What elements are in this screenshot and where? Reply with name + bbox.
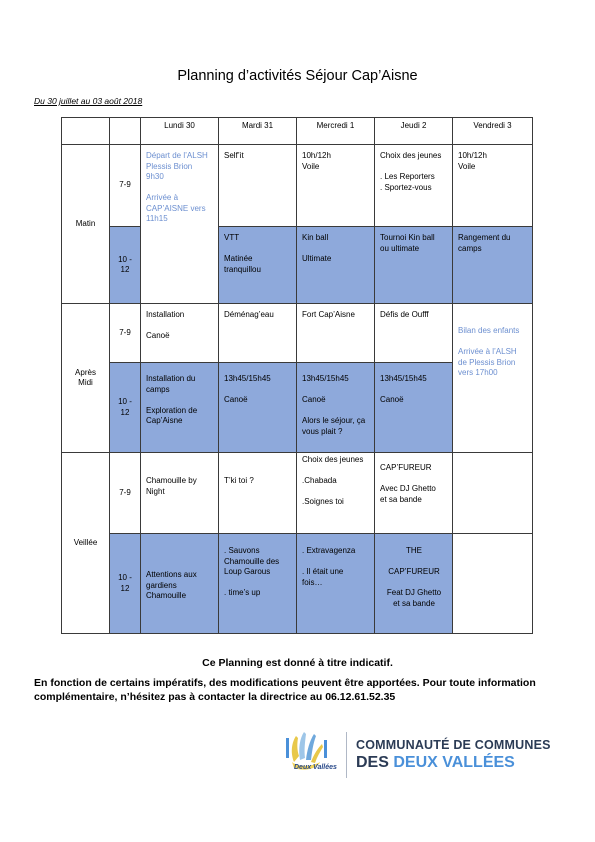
logo-line1: COMMUNAUTÉ DE COMMUNES — [356, 738, 551, 752]
slot-10-12: 10 - 12 — [110, 363, 141, 453]
period-veillee: Veillée — [62, 453, 110, 634]
page-title: Planning d’activités Séjour Cap’Aisne — [177, 68, 418, 84]
slot-7-9: 7-9 — [110, 453, 141, 534]
corner-cell — [110, 118, 141, 145]
veillee-7-9-row — [62, 453, 533, 534]
day-header-mercredi: Mercredi 1 — [297, 118, 375, 145]
veillee-10-12-row — [62, 534, 533, 634]
slot-7-9: 7-9 — [110, 145, 141, 227]
cell-v-79-mercredi: Choix des jeunes .Chabada .Soignes toi — [297, 453, 375, 534]
cell-am-79-mardi: Déménag’eau — [219, 304, 297, 363]
community-logo — [280, 726, 580, 786]
header-row — [62, 118, 533, 145]
cell-v-1012-lundi: Attentions aux gardiens Chamouille — [141, 534, 219, 634]
cell-am-vendredi: Bilan des enfants Arrivée à l’ALSH de Plessis Brion vers 17h00 — [453, 304, 533, 453]
matin-10-12-row — [62, 227, 533, 304]
cell-v-79-lundi: Chamouille by Night — [141, 453, 219, 534]
cell-am-79-mercredi: Fort Cap’Aisne — [297, 304, 375, 363]
day-header-mardi: Mardi 31 — [219, 118, 297, 145]
slot-10-12: 10 - 12 — [110, 534, 141, 634]
cell-matin-1012-mercredi: Kin ball Ultimate — [297, 227, 375, 304]
cell-v-1012-mardi: . Sauvons Chamouille des Loup Garous . time’s up — [219, 534, 297, 634]
cell-matin-79-vendredi: 10h/12h Voile — [453, 145, 533, 227]
cell-v-1012-mercredi: . Extravagenza . Il était une fois… — [297, 534, 375, 634]
cell-am-1012-mardi: 13h45/15h45 Canoë — [219, 363, 297, 453]
cell-matin-1012-jeudi: Tournoi Kin ball ou ultimate — [375, 227, 453, 304]
cell-v-1012-vendredi — [453, 534, 533, 634]
cell-v-79-jeudi: CAP’FUREUR Avec DJ Ghetto et sa bande — [375, 453, 453, 534]
disclaimer-text: En fonction de certains impératifs, des modifications peuvent être apportées. Pour toute information complémentaire, n’hésitez pas à contacter la directrice au 06.12.61.52.35 — [34, 677, 536, 703]
cell-matin-79-jeudi: Choix des jeunes . Les Reporters . Sportez-vous — [375, 145, 453, 227]
cell-matin-79-mercredi: 10h/12h Voile — [297, 145, 375, 227]
cell-matin-1012-vendredi: Rangement du camps — [453, 227, 533, 304]
cell-v-79-vendredi — [453, 453, 533, 534]
cell-matin-lundi: Départ de l’ALSH Plessis Brion 9h30 Arrivée à CAP’AISNE vers 11h15 — [141, 145, 219, 304]
period-matin: Matin — [62, 145, 110, 304]
cell-am-1012-lundi: Installation du camps Exploration de Cap’Aisne — [141, 363, 219, 453]
corner-cell — [62, 118, 110, 145]
cell-am-1012-jeudi: 13h45/15h45 Canoë — [375, 363, 453, 453]
day-header-vendredi: Vendredi 3 — [453, 118, 533, 145]
am-7-9-row — [62, 304, 533, 363]
day-header-lundi: Lundi 30 — [141, 118, 219, 145]
slot-10-12: 10 - 12 — [110, 227, 141, 304]
cell-v-79-mardi: T’ki toi ? — [219, 453, 297, 534]
period-apres-midi: Après Midi — [62, 304, 110, 453]
cell-am-79-lundi: Installation Canoë — [141, 304, 219, 363]
disclaimer-heading: Ce Planning est donné à titre indicatif. — [202, 657, 393, 669]
planning-table — [61, 117, 533, 634]
cell-matin-79-mardi: Self’it — [219, 145, 297, 227]
cell-am-1012-mercredi: 13h45/15h45 Canoë Alors le séjour, ça vous plait ? — [297, 363, 375, 453]
slot-7-9: 7-9 — [110, 304, 141, 363]
logo-mark-text: Deux Vallées — [294, 764, 337, 771]
logo-divider — [346, 732, 347, 778]
matin-7-9-row — [62, 145, 533, 227]
date-range: Du 30 juillet au 03 août 2018 — [34, 96, 143, 106]
cell-matin-1012-mardi: VTT Matinée tranquillou — [219, 227, 297, 304]
hands-logo-icon — [280, 726, 342, 786]
day-header-jeudi: Jeudi 2 — [375, 118, 453, 145]
logo-line2: DES DEUX VALLÉES — [356, 754, 515, 771]
cell-am-79-jeudi: Défis de Oufff — [375, 304, 453, 363]
cell-v-1012-jeudi: THE CAP’FUREUR Feat DJ Ghetto et sa bande — [375, 534, 453, 634]
